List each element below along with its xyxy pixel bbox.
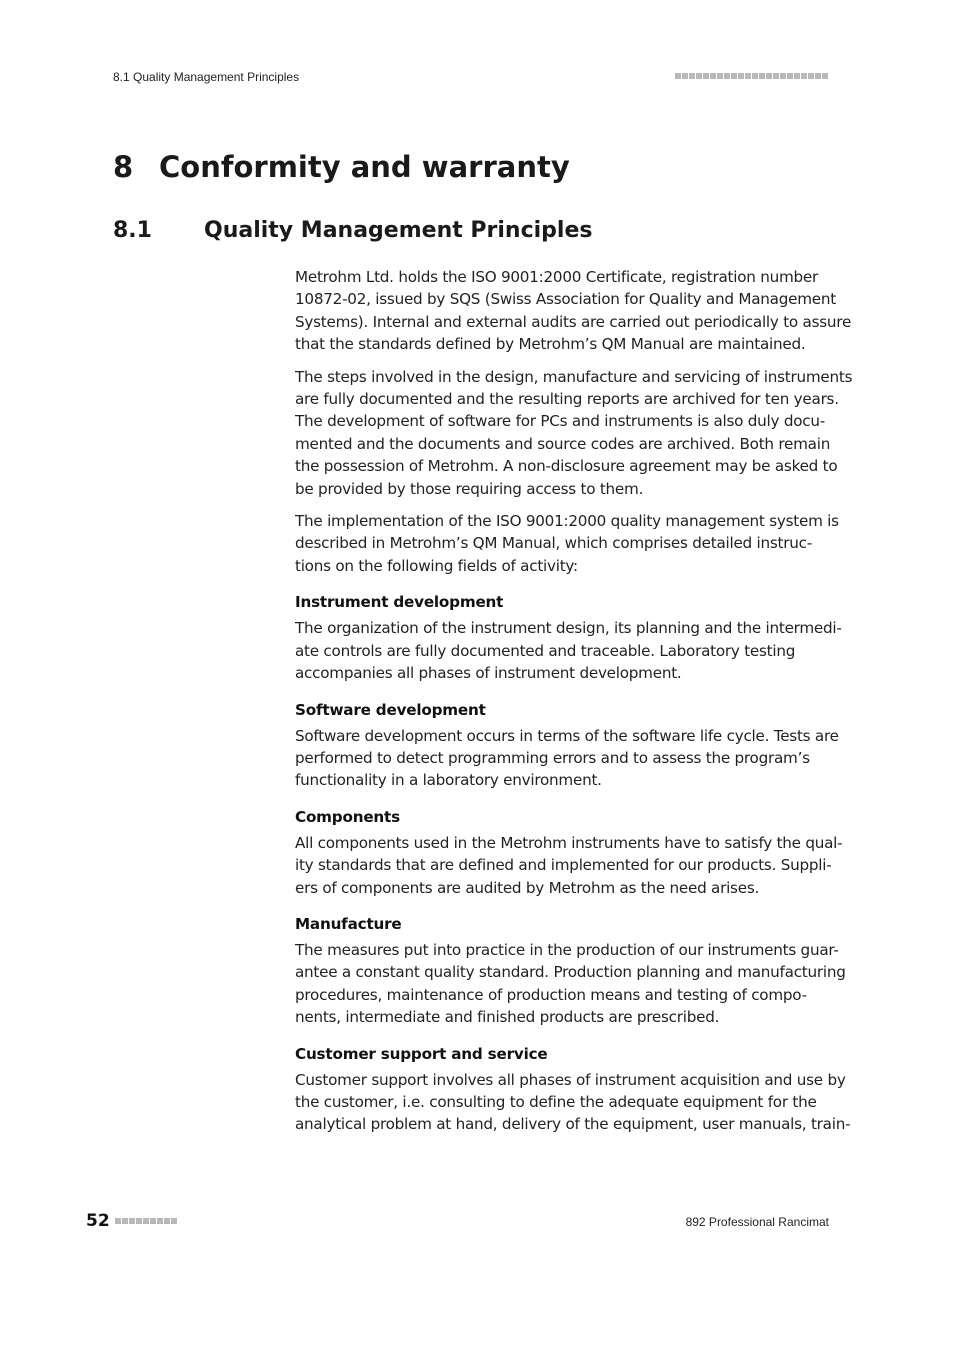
text-line: the possession of Metrohm. A non-disclosure agreement may be asked to — [295, 457, 838, 476]
subsection-paragraph — [295, 1069, 851, 1136]
text-line: ity standards that are defined and implemented for our products. Suppli- — [295, 856, 832, 875]
text-line: The implementation of the ISO 9001:2000 quality management system is — [295, 512, 839, 531]
text-line: The measures put into practice in the production of our instruments guar- — [295, 940, 839, 959]
text-line: The steps involved in the design, manufacture and servicing of instruments — [295, 367, 853, 386]
decor-square — [164, 1218, 170, 1224]
subsection-heading: Software development — [295, 700, 486, 719]
text-line: antee a constant quality standard. Production planning and manufacturing — [295, 963, 846, 982]
chapter-title-text: Conformity and warranty — [159, 150, 570, 184]
text-line: performed to detect programming errors and to assess the program’s — [295, 748, 810, 767]
subsection-paragraph — [295, 939, 846, 1029]
decor-square — [703, 73, 709, 79]
decor-square — [787, 73, 793, 79]
running-header: 8.1 Quality Management Principles — [113, 70, 300, 84]
decor-square — [780, 73, 786, 79]
chapter-number: 8 — [113, 150, 134, 184]
decor-square — [689, 73, 695, 79]
decor-square — [752, 73, 758, 79]
decor-square — [122, 1218, 128, 1224]
decor-square — [724, 73, 730, 79]
section-number: 8.1 — [113, 218, 152, 243]
text-line: the customer, i.e. consulting to define the adequate equipment for the — [295, 1092, 817, 1111]
text-line: 10872-02, issued by SQS (Swiss Association for Quality and Management — [295, 290, 836, 309]
decor-square — [710, 73, 716, 79]
text-line: tions on the following fields of activity: — [295, 556, 578, 575]
text-line: The development of software for PCs and instruments is also duly docu- — [295, 412, 825, 431]
decor-square — [801, 73, 807, 79]
decor-square — [696, 73, 702, 79]
subsection-heading: Customer support and service — [295, 1044, 548, 1063]
text-line: Metrohm Ltd. holds the ISO 9001:2000 Certificate, registration number — [295, 268, 819, 286]
decor-square — [115, 1218, 121, 1224]
decor-square — [682, 73, 688, 79]
subsection-heading: Manufacture — [295, 914, 402, 933]
text-line: described in Metrohm’s QM Manual, which comprises detailed instruc- — [295, 534, 812, 553]
text-line: analytical problem at hand, delivery of the equipment, user manuals, train- — [295, 1115, 851, 1134]
decor-square — [129, 1218, 135, 1224]
text-line: are fully documented and the resulting reports are archived for ten years. — [295, 390, 839, 409]
text-line: Systems). Internal and external audits are carried out periodically to assure — [295, 312, 852, 331]
decor-square — [759, 73, 765, 79]
decor-square — [794, 73, 800, 79]
text-line: Customer support involves all phases of instrument acquisition and use by — [295, 1070, 846, 1089]
intro-paragraph — [295, 510, 839, 577]
text-line: nents, intermediate and finished products are prescribed. — [295, 1008, 720, 1027]
footer-decoration — [115, 1218, 177, 1224]
body-content — [295, 266, 853, 1146]
intro-paragraph — [295, 266, 852, 356]
decor-square — [731, 73, 737, 79]
text-line: be provided by those requiring access to them. — [295, 479, 644, 498]
section-title — [113, 218, 592, 243]
decor-square — [717, 73, 723, 79]
text-line: procedures, maintenance of production means and testing of compo- — [295, 985, 807, 1004]
page-number: 52 — [86, 1211, 110, 1231]
text-line: Software development occurs in terms of the software life cycle. Tests are — [295, 726, 839, 745]
decor-square — [815, 73, 821, 79]
subsection-paragraph — [295, 832, 843, 899]
text-line: All components used in the Metrohm instruments have to satisfy the qual- — [295, 833, 843, 852]
decor-square — [150, 1218, 156, 1224]
text-line: accompanies all phases of instrument development. — [295, 664, 682, 683]
decor-square — [738, 73, 744, 79]
section-title-text: Quality Management Principles — [204, 218, 593, 243]
decor-square — [171, 1218, 177, 1224]
intro-paragraph — [295, 366, 853, 500]
decor-square — [157, 1218, 163, 1224]
decor-square — [143, 1218, 149, 1224]
decor-square — [822, 73, 828, 79]
footer-document-title: 892 Professional Rancimat — [685, 1215, 829, 1229]
text-line: that the standards defined by Metrohm’s QM Manual are maintained. — [295, 335, 806, 354]
decor-square — [745, 73, 751, 79]
subsection-paragraph — [295, 617, 842, 684]
decor-square — [808, 73, 814, 79]
text-line: ate controls are fully documented and traceable. Laboratory testing — [295, 641, 796, 660]
decor-square — [675, 73, 681, 79]
chapter-title — [113, 150, 570, 184]
text-line: The organization of the instrument design, its planning and the intermedi- — [295, 619, 842, 638]
subsection-heading: Components — [295, 807, 400, 826]
decor-square — [773, 73, 779, 79]
text-line: mented and the documents and source codes are archived. Both remain — [295, 434, 831, 453]
text-line: functionality in a laboratory environment. — [295, 771, 602, 790]
decor-square — [766, 73, 772, 79]
header-decoration — [675, 73, 828, 79]
subsection-paragraph — [295, 725, 839, 792]
decor-square — [136, 1218, 142, 1224]
text-line: ers of components are audited by Metrohm as the need arises. — [295, 878, 760, 897]
subsection-heading: Instrument development — [295, 593, 504, 612]
